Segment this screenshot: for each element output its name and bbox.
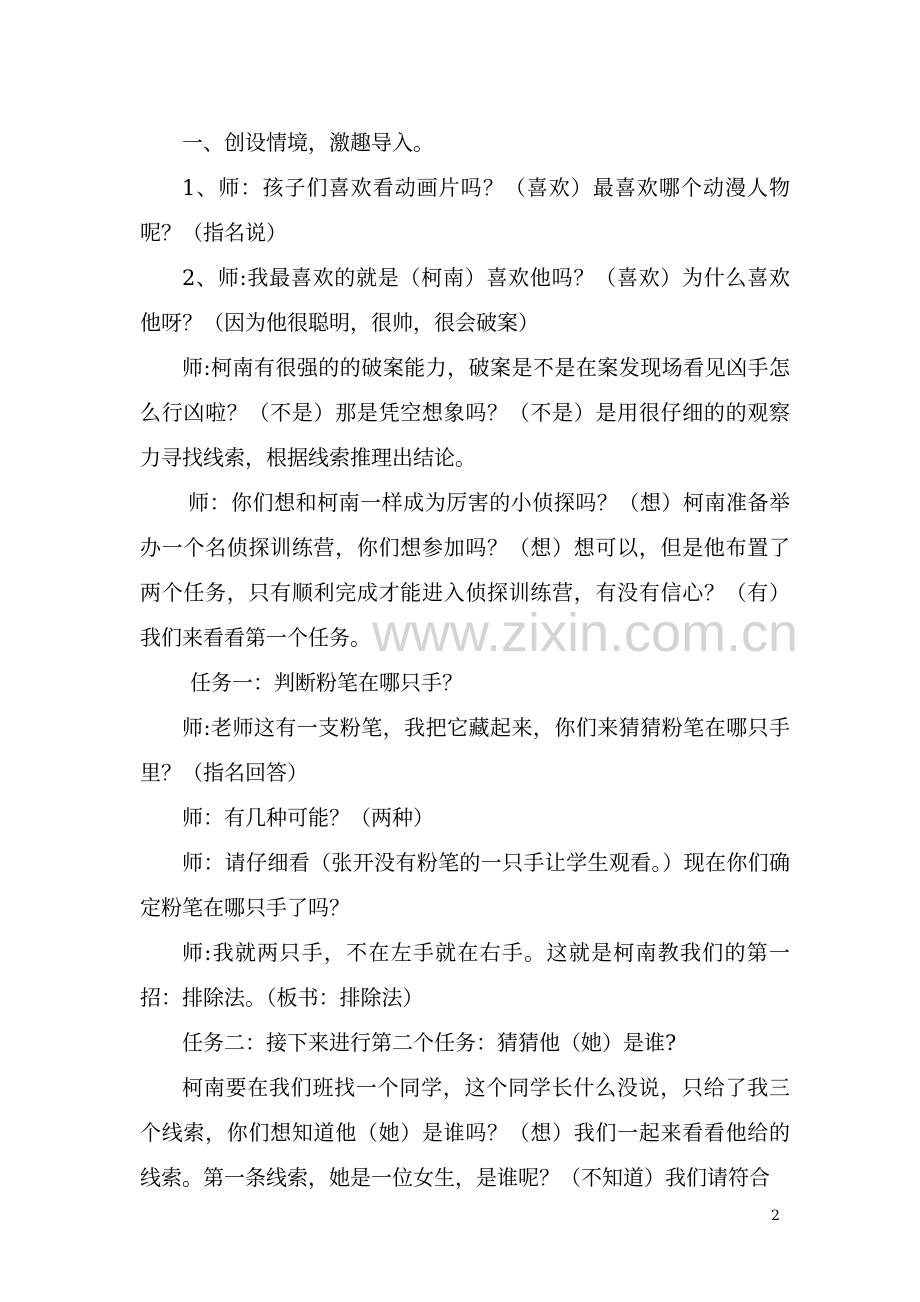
- paragraph: 师:老师这有一支粉笔，我把它藏起来，你们来猜猜粉笔在哪只手里？（指名回答）: [140, 716, 790, 785]
- task-heading: 任务二：接下来进行第二个任务：猜猜他（她）是谁?: [182, 1031, 677, 1055]
- section-heading: 一、创设情境，激趣导入。: [182, 131, 434, 155]
- page-number: 2: [771, 1208, 780, 1224]
- paragraph: 师：你们想和柯南一样成为厉害的小侦探吗？（想）柯南准备举办一个名侦探训练营，你们想参加吗？（想）想可以，但是他布置了两个任务，只有顺利完成才能进入侦探训练营，有没有信心？（有）我们来看看第一个任务。: [140, 491, 790, 650]
- task-heading: 任务一：判断粉笔在哪只手？: [190, 671, 463, 695]
- paragraph: 师：有几种可能？（两种）: [182, 806, 434, 830]
- paragraph: 柯南要在我们班找一个同学，这个同学长什么没说，只给了我三个线索，你们想知道他（她）是谁吗？（想）我们一起来看看他给的线索。第一条线索，她是一位女生，是谁呢？（不知道）我们请符合: [140, 1076, 790, 1190]
- paragraph: 1、师：孩子们喜欢看动画片吗？（喜欢）最喜欢哪个动漫人物呢？（指名说）: [140, 176, 790, 245]
- watermark: www.zixin.com.cn: [372, 603, 799, 663]
- paragraph: 师：请仔细看（张开没有粉笔的一只手让学生观看。）现在你们确定粉笔在哪只手了吗？: [140, 851, 790, 920]
- paragraph: 2、师:我最喜欢的就是（柯南）喜欢他吗？（喜欢）为什么喜欢他呀？（因为他很聪明，很帅，很会破案）: [140, 266, 790, 335]
- paragraph: 师:柯南有很强的的破案能力，破案是不是在案发现场看见凶手怎么行凶啦？（不是）那是凭空想象吗？（不是）是用很仔细的的观察力寻找线索，根据线索推理出结论。: [140, 356, 790, 470]
- paragraph: 师:我就两只手，不在左手就在右手。这就是柯南教我们的第一招：排除法。（板书：排除法）: [140, 941, 790, 1010]
